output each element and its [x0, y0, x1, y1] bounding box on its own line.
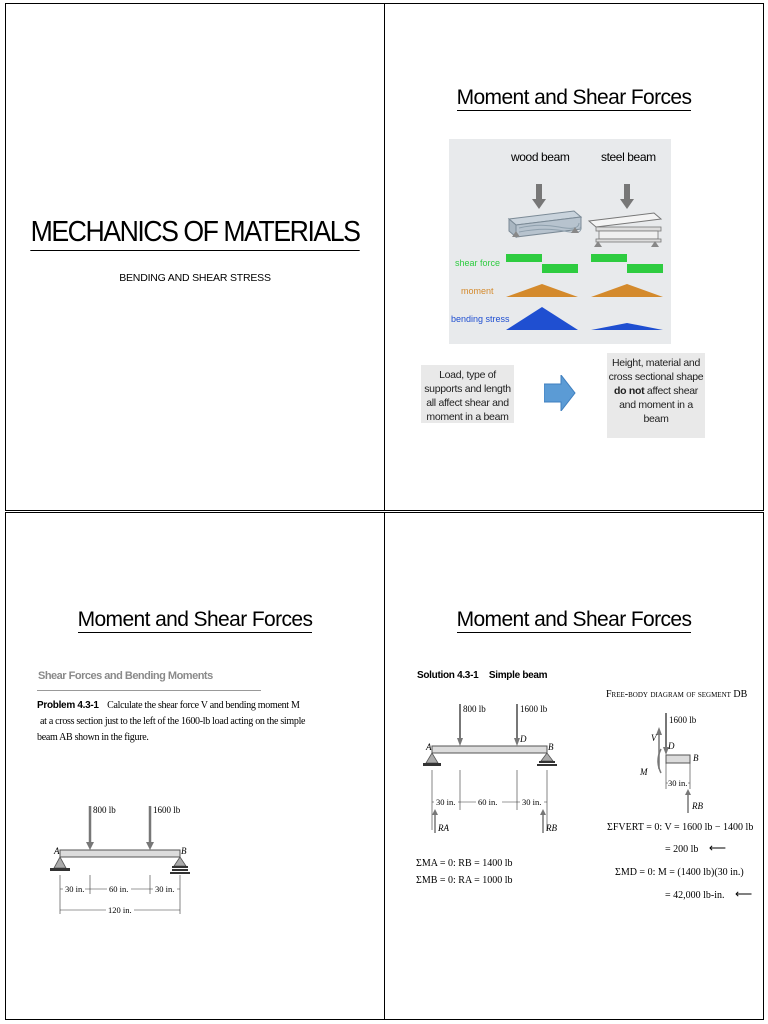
equation-m-result [665, 887, 752, 902]
shear-force-label: shear force [455, 258, 501, 268]
beam-comparison-image [449, 139, 671, 344]
slide-title: MECHANICS OF MATERIALS [21, 216, 369, 249]
problem-line-2: at a cross section just to the left of the 1600-lb load acting on the simple [40, 716, 306, 727]
fbd-d-label: D [668, 741, 675, 751]
moment-label: moment [461, 286, 494, 296]
left-arrow-icon: ⟵ [735, 887, 753, 901]
non-factors-box [607, 353, 705, 438]
point-b-label: B [548, 742, 554, 752]
problem-line-1 [37, 700, 300, 711]
point-a-label: A [54, 846, 60, 856]
pin-support-icon [54, 857, 66, 868]
v-result: = 200 lb [665, 844, 699, 855]
left-arrow-icon: ⟵ [708, 841, 727, 855]
arrow-right-icon [544, 375, 576, 411]
beam [432, 746, 547, 753]
factors-box: Load, type of supports and length all affect shear and moment in a beam [421, 365, 514, 423]
wood-beam-label: wood beam [511, 150, 570, 164]
slide-title: Moment and Shear Forces [456, 86, 692, 109]
heading-rule [37, 690, 261, 691]
beam [60, 850, 180, 857]
m-result: = 42,000 lb-in. [665, 890, 725, 901]
point-a-label: A [426, 742, 432, 752]
roller-support-icon [174, 857, 186, 866]
slide-3 [5, 512, 385, 1020]
problem-label: Problem 4.3-1 [37, 700, 99, 711]
slide-1 [5, 3, 385, 511]
slide-4 [384, 512, 764, 1020]
problem-text: Calculate the shear force V and bending moment M [107, 700, 300, 711]
solution-subtitle: Simple beam [488, 670, 548, 681]
equation-mb: ΣMB = 0: RA = 1000 lb [416, 875, 513, 886]
non-factors-text: Height, material and cross sectional shape [608, 357, 704, 383]
slide-title: Moment and Shear Forces [456, 608, 692, 631]
roller-support-icon [541, 753, 553, 761]
free-body-diagram [631, 711, 721, 816]
dim-60: 60 in. [478, 797, 498, 807]
fbd-beam-segment [666, 755, 690, 763]
beam-diagram [46, 798, 196, 923]
point-d-label: D [520, 734, 527, 744]
rb-label: RB [546, 823, 557, 833]
slide-subtitle: BENDING AND SHEAR STRESS [119, 272, 271, 284]
fbd-rb-label: RB [692, 801, 703, 811]
dim-30-right: 30 in. [522, 797, 542, 807]
fbd-m-label: M [640, 767, 648, 777]
fbd-v-label: V [651, 733, 657, 743]
fbd-load-label: 1600 lb [669, 715, 697, 725]
slide-title: Moment and Shear Forces [77, 608, 313, 631]
point-b-label: B [181, 846, 187, 856]
solution-label: Solution 4.3-1 [417, 670, 479, 681]
fbd-dim: 30 in. [668, 778, 688, 788]
dim-30-left: 30 in. [436, 797, 456, 807]
fbd-title: Free-body diagram of segment DB [606, 689, 748, 700]
load-1600-label: 1600 lb [520, 704, 548, 714]
steel-beam-icon [589, 213, 661, 247]
dim-30-left: 30 in. [65, 884, 85, 894]
dim-60: 60 in. [109, 884, 129, 894]
non-factors-text-end: affect shear and moment in a beam [619, 385, 698, 425]
dim-120: 120 in. [108, 905, 132, 915]
wood-beam-icon [509, 211, 581, 237]
load-800-label: 800 lb [463, 704, 486, 714]
pin-support-icon [426, 753, 438, 763]
equation-fvert: ΣFVERT = 0: V = 1600 lb − 1400 lb [607, 822, 754, 833]
solution-heading [417, 670, 547, 681]
problem-line-3: beam AB shown in the figure. [37, 732, 149, 743]
equation-md: ΣMD = 0: M = (1400 lb)(30 in.) [615, 867, 744, 878]
equation-ma: ΣMA = 0: RB = 1400 lb [416, 858, 513, 869]
load-800-label: 800 lb [93, 805, 116, 815]
steel-beam-label: steel beam [601, 150, 656, 164]
fbd-b-label: B [693, 753, 699, 763]
beam-comparison-graphic [449, 139, 671, 344]
slide-2 [384, 3, 764, 511]
bending-stress-label: bending stress [451, 314, 510, 324]
dim-30-right: 30 in. [155, 884, 175, 894]
equation-v-result [665, 841, 726, 856]
do-not-text: do not [614, 385, 645, 397]
ra-label: RA [438, 823, 449, 833]
section-heading: Shear Forces and Bending Moments [38, 670, 213, 682]
load-1600-label: 1600 lb [153, 805, 181, 815]
solution-beam-diagram [415, 698, 565, 838]
